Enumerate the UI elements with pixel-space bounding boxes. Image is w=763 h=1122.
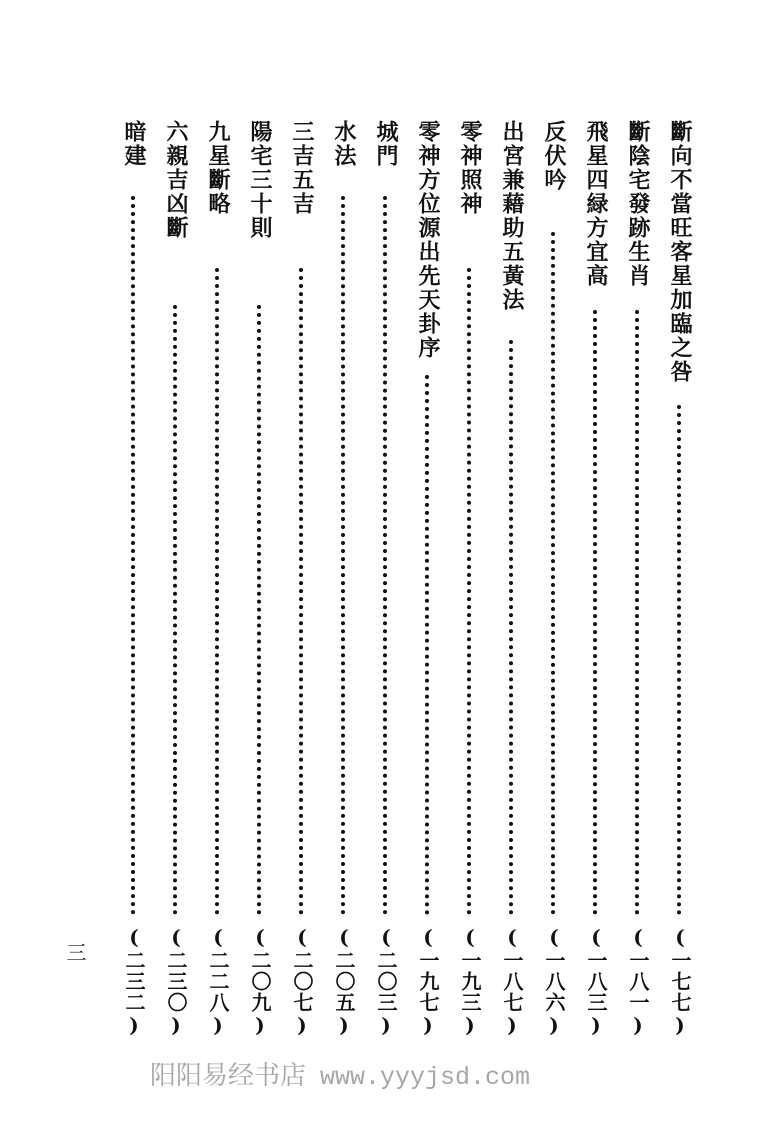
toc-entry-title: 水法 bbox=[331, 120, 357, 168]
dot-leader bbox=[425, 375, 429, 915]
toc-entry-page: (二〇五) bbox=[332, 925, 356, 1038]
toc-entry bbox=[242, 120, 278, 1040]
toc-entry bbox=[200, 120, 236, 1040]
toc-entry-page: (一八七) bbox=[500, 925, 524, 1038]
toc-entry-title: 暗建 bbox=[121, 120, 147, 168]
dot-leader bbox=[509, 340, 513, 915]
watermark-url: www.yyyjsd.com bbox=[320, 1063, 531, 1092]
toc-entry-title: 零神照神 bbox=[457, 120, 483, 216]
toc-entry-title: 九星斷略 bbox=[205, 120, 231, 216]
toc-entry-page: (一七七) bbox=[668, 925, 692, 1038]
toc-entry-page: (二〇七) bbox=[290, 925, 314, 1038]
toc-entry bbox=[578, 120, 614, 1040]
toc-entry-title: 六親吉凶斷 bbox=[163, 120, 189, 240]
toc-entry-title: 反伏吟 bbox=[541, 120, 567, 192]
toc-entry-title: 飛星四緑方宜高 bbox=[583, 120, 609, 288]
dot-leader bbox=[131, 196, 135, 915]
toc-entry-page: (一八六) bbox=[542, 925, 566, 1038]
toc-entry bbox=[662, 120, 698, 1040]
toc-entry bbox=[452, 120, 488, 1040]
toc-entry-title: 零神方位源出先天卦序 bbox=[415, 120, 441, 360]
toc-entry-title: 城門 bbox=[373, 120, 399, 168]
dot-leader bbox=[341, 196, 345, 915]
watermark-shop-name: 阳阳易经书店 bbox=[150, 1061, 307, 1091]
dot-leader bbox=[551, 232, 555, 915]
dot-leader bbox=[299, 268, 303, 915]
dot-leader bbox=[467, 268, 471, 915]
toc-entry-title: 斷陰宅發跡生肖 bbox=[625, 120, 651, 288]
watermark bbox=[150, 1055, 530, 1092]
toc-entry bbox=[536, 120, 572, 1040]
toc-entry-page: (一九七) bbox=[416, 925, 440, 1038]
toc-entry-page: (一八一) bbox=[626, 925, 650, 1038]
toc-entry bbox=[410, 120, 446, 1040]
page-number: 三 bbox=[63, 942, 87, 962]
toc-entry bbox=[284, 120, 320, 1040]
toc-entry bbox=[368, 120, 404, 1040]
dot-leader bbox=[635, 310, 639, 915]
toc-entry-page: (二二八) bbox=[206, 925, 230, 1038]
toc-entry-title: 出宮兼藉助五黃法 bbox=[499, 120, 525, 312]
dot-leader bbox=[677, 405, 681, 915]
dot-leader bbox=[215, 268, 219, 915]
toc-entry bbox=[494, 120, 530, 1040]
toc-entry-title: 陽宅三十則 bbox=[247, 120, 273, 240]
dot-leader bbox=[383, 196, 387, 915]
dot-leader bbox=[173, 305, 177, 915]
toc-entry-page: (二三〇) bbox=[164, 925, 188, 1038]
toc-entry-title: 三吉五吉 bbox=[289, 120, 315, 216]
dot-leader bbox=[257, 305, 261, 915]
toc-entry-page: (一九三) bbox=[458, 925, 482, 1038]
toc-entry bbox=[326, 120, 362, 1040]
dot-leader bbox=[593, 310, 597, 915]
toc-entry bbox=[620, 120, 656, 1040]
toc-entry-page: (二三二) bbox=[122, 925, 146, 1038]
toc-entry-page: (二〇九) bbox=[248, 925, 272, 1038]
toc-entry bbox=[116, 120, 152, 1040]
toc-entry-page: (一八三) bbox=[584, 925, 608, 1038]
toc-entry-title: 斷向不當旺客星加臨之咎 bbox=[667, 120, 693, 384]
toc-entry-page: (二〇三) bbox=[374, 925, 398, 1038]
toc-entry bbox=[158, 120, 194, 1040]
